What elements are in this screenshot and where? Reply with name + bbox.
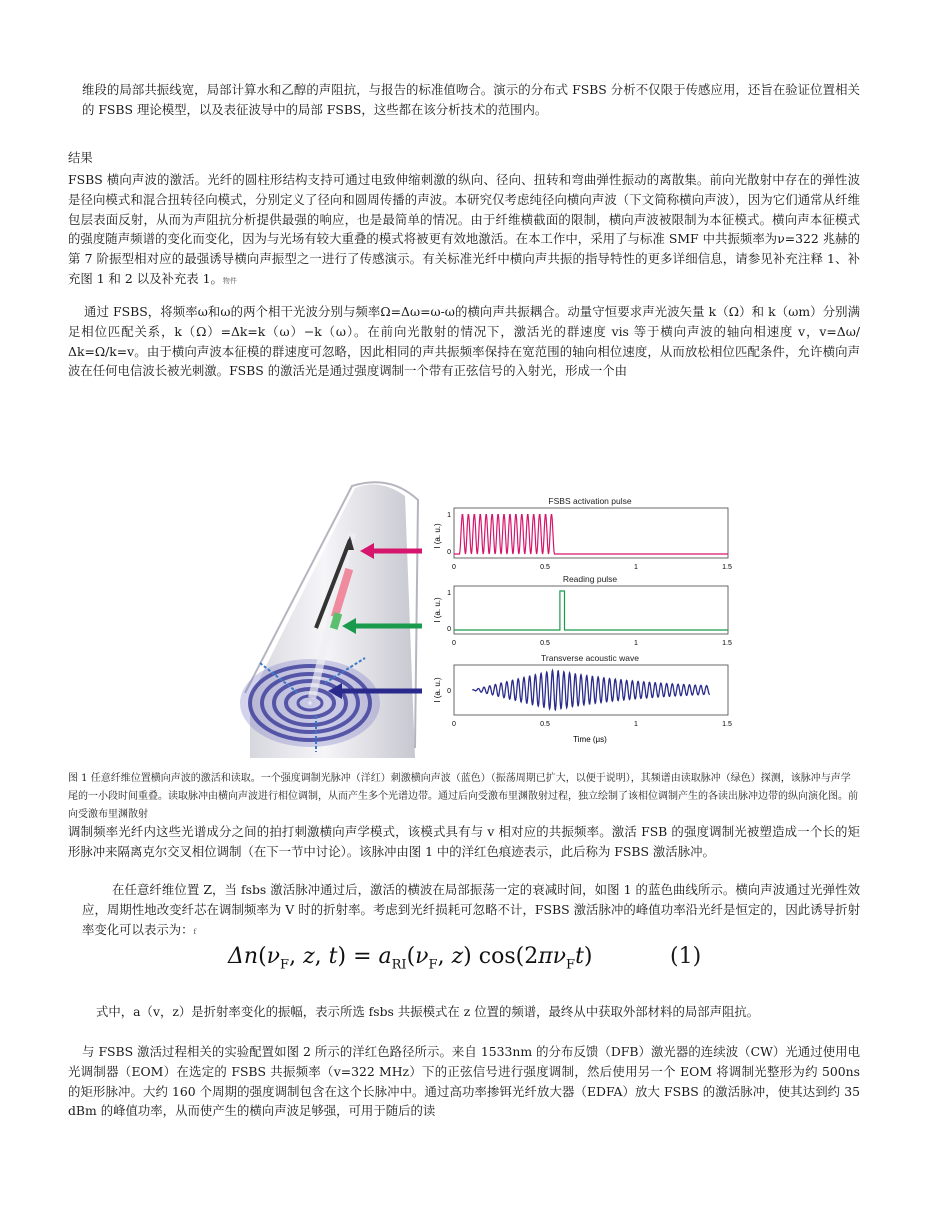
ylabel-1: I (a. u.): [433, 523, 442, 549]
equation-1: $\Delta n(\nu_F$, z, $t) = a_{RI}(\nu_F$, z) $\cos(2\pi\nu_Ft)$: [228, 944, 593, 973]
panel-activation-title: FSBS activation pulse: [548, 496, 632, 506]
panel-activation: [433, 496, 732, 571]
panel-reading: [433, 574, 732, 647]
xtick-1c: 1: [634, 564, 638, 571]
ylabel-3: I (a. u.): [433, 677, 442, 703]
xtick-3c: 1: [634, 721, 638, 728]
panel-acoustic-title: Transverse acoustic wave: [541, 653, 639, 663]
acoustic-wave-curve: [472, 671, 709, 710]
ytick-3a: 0: [447, 688, 451, 695]
activation-pulse-curve: [454, 515, 728, 554]
xtick-2b: 0.5: [540, 640, 550, 647]
panel-reading-title: Reading pulse: [562, 574, 618, 584]
footnote-mark-f: f: [193, 927, 197, 936]
xtick-3a: 0: [452, 721, 456, 728]
ytick-2b: 0: [447, 626, 451, 633]
xlabel: Time (μs): [573, 735, 607, 744]
footnote-mark: 物件: [222, 276, 237, 285]
figure-1: [240, 478, 750, 758]
figure-1-caption: 图 1 任意纤维位置横向声波的激活和读取。一个强度调制光脉冲（洋红）刺激横向声波（蓝色）（振荡周期已扩大，以便于说明），其频谱由读取脉冲（绿色）探测，该脉冲与声学尾的一小段时间重叠。读取脉冲由横向声波进行相位调制，从而产生多个光谱边带。通过后向受激布里渊散射过程，独立绘制了该相位调制产生的各读出脉冲边带的纵向演化图。前向受激布里渊散射: [68, 773, 858, 821]
acoustic-rings: [240, 659, 380, 747]
panel-acoustic: [433, 653, 732, 744]
xtick-2c: 1: [634, 640, 638, 647]
ytick-1a: 1: [447, 512, 451, 519]
xtick-1b: 0.5: [540, 564, 550, 571]
fiber-illustration: [240, 482, 422, 758]
results-paragraph-1: FSBS 横向声波的激活。光纤的圆柱形结构支持可通过电致伸缩刺激的纵向、径向、扭转和弯曲弹性振动的离散集。前向光散射中存在的弹性波是径向模式和混合扭转径向模式，分别定义了径向和圆周传播的声波。本研究仅考虑纯径向横向声波（下文简称横向声波），因为它们通常从纤维包层表面反射，从而为声阻抗分析提供最强的响应，也是最简单的情况。由于纤维横截面的限制，横向声波被限制为本征模式。横向声本征模式的强度随声频谱的变化而变化，因为与光场有较大重叠的模式将被更有效地激活。在本工作中，采用了与标准 SMF 中共振频率为ν=322 兆赫的第 7 阶振型相对应的最强诱导横向声振型之一进行了传感演示。有关标准光纤中横向声共振的指导特性的更多详细信息，请参见补充注释 1、补充图 1 和 2 以及补充表 1。物件: [68, 172, 860, 286]
xtick-1d: 1.5: [722, 564, 732, 571]
results-paragraph-2: 通过 FSBS，将频率ω和ω的两个相干光波分别与频率Ω=Δω=ω-ω的横向声共振耦合。动量守恒要求声光波矢量 k（Ω）和 k（ωm）分别满足相位匹配关系，k（Ω）=Δk=k（ω）−k（ω）。在前向光散射的情况下，激活光的群速度 vis 等于横向声波的轴向相速度 v，v=Δω/Δk=Ω/k=v。由于横向声波本征模的群速度可忽略，因此相同的声共振频率保持在宽范围的轴向相位速度，从而放松相位匹配条件，允许横向声波在任何电信波长被光刺激。FSBS 的激活光是通过强度调制一个带有正弦信号的入射光，形成一个由: [68, 304, 860, 379]
body-paragraph-3: 调制频率光纤内这些光谱成分之间的拍打刺激横向声学模式，该模式具有与 v 相对应的共振频率。激活 FSB 的强度调制光被塑造成一个长的矩形脉冲来隔离克尔交叉相位调制（在下一节中讨论）。该脉冲由图 1 中的洋红色痕迹表示，此后称为 FSBS 激活脉冲。: [68, 824, 860, 859]
intro-paragraph: 维段的局部共振线宽，局部计算水和乙醇的声阻抗，与报告的标准值吻合。演示的分布式 FSBS 分析不仅限于传感应用，还旨在验证位置相关的 FSBS 理论模型，以及表征波导中的局部 FSBS，这些都在该分析技术的范围内。: [82, 82, 860, 117]
ylabel-2: I (a. u.): [433, 597, 442, 623]
xtick-1a: 0: [452, 564, 456, 571]
equation-number: (1): [670, 944, 702, 969]
body-paragraph-6: 与 FSBS 激活过程相关的实验配置如图 2 所示的洋红色路径所示。来自 1533nm 的分布反馈（DFB）激光器的连续波（CW）光通过使用电光调制器（EOM）在选定的 FSBS 共振频率（v=322 MHz）下的正弦信号进行强度调制，然后使用另一个 EOM 将调制光整形为约 500ns 的矩形脉冲。大约 160 个周期的强度调制包含在这个长脉冲中。通过高功率掺铒光纤放大器（EDFA）放大 FSBS 的激活脉冲，使其达到约 35 dBm 的峰值功率，从而使产生的横向声波足够强，可用于随后的读: [68, 1044, 860, 1119]
xtick-3b: 0.5: [540, 721, 550, 728]
body-paragraph-5: 式中，a（v，z）是折射率变化的振幅，表示所选 fsbs 共振模式在 z 位置的频谱，最终从中获取外部材料的局部声阻抗。: [96, 1004, 760, 1019]
reading-pulse-curve: [454, 591, 728, 630]
xtick-2a: 0: [452, 640, 456, 647]
body-paragraph-4: 在任意纤维位置 Z，当 fsbs 激活脉冲通过后，激活的横波在局部振荡一定的衰减时间，如图 1 的蓝色曲线所示。横向声波通过光弹性效应，周期性地改变纤芯在调制频率为 V 时的折射率。考虑到光纤损耗可忽略不计，FSBS 激活脉冲的峰值功率沿光纤是恒定的，因此诱导折射率变化可以表示为：f: [82, 882, 860, 937]
results-heading: 结果: [68, 150, 93, 165]
ytick-2a: 1: [447, 590, 451, 597]
xtick-3d: 1.5: [722, 721, 732, 728]
xtick-2d: 1.5: [722, 640, 732, 647]
ytick-1b: 0: [447, 549, 451, 556]
